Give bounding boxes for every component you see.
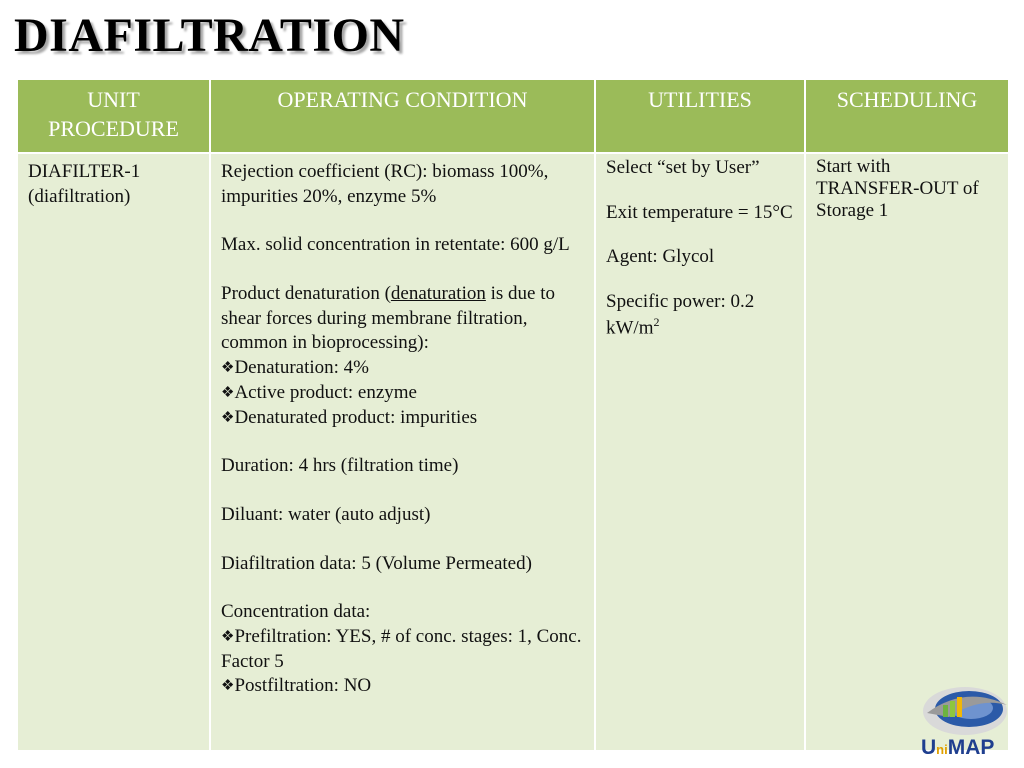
- logo-bar-icon: [943, 705, 948, 717]
- header-utilities: UTILITIES: [595, 79, 805, 153]
- product-denaturation-text: Product denaturation (denaturation is due to shear forces during membrane filtration, common in bioprocessing):: [221, 283, 556, 354]
- unit-type: (diafiltration): [28, 185, 131, 207]
- diluant: Diluant: water (auto adjust): [221, 503, 431, 525]
- unit-name: DIAFILTER-1: [28, 161, 141, 182]
- denaturated-product-bullet: ❖ Denaturated product: impurities: [221, 406, 584, 431]
- logo-bar-icon: [957, 697, 962, 717]
- product-denaturation-block: [221, 282, 584, 430]
- cell-scheduling: [805, 153, 1009, 751]
- duration: Duration: 4 hrs (filtration time): [221, 455, 459, 477]
- cell-operating-condition: [210, 153, 595, 751]
- cell-utilities: [595, 153, 805, 751]
- prefiltration-bullet: ❖ Prefiltration: YES, # of conc. stages: 1, Conc. Factor 5: [221, 625, 584, 674]
- postfiltration-bullet: ❖ Postfiltration: NO: [221, 674, 584, 699]
- cell-unit-procedure: [17, 153, 210, 751]
- exit-temperature: Exit temperature = 15°C: [606, 201, 793, 223]
- concentration-data-block: [221, 600, 584, 699]
- header-scheduling: SCHEDULING: [805, 79, 1009, 153]
- slide-title: DIAFILTRATION: [14, 9, 405, 62]
- logo-text: UniMAP: [921, 736, 995, 759]
- denaturation-link[interactable]: denaturation: [390, 283, 486, 305]
- scheduling-text: Start with TRANSFER-OUT of Storage 1: [816, 156, 979, 221]
- concentration-heading: Concentration data:: [221, 601, 371, 623]
- header-unit-procedure: UNIT PROCEDURE: [17, 79, 210, 153]
- rejection-coefficient: Rejection coefficient (RC): biomass 100%, impurities 20%, enzyme 5%: [221, 161, 549, 207]
- active-product-bullet: ❖ Active product: enzyme: [221, 381, 584, 406]
- table-row: [17, 153, 1009, 751]
- denaturation-bullet: ❖ Denaturation: 4%: [221, 356, 584, 381]
- table-header-row: [17, 79, 1009, 153]
- select-set-by-user: Select “set by User”: [606, 157, 760, 178]
- logo-bar-icon: [950, 701, 955, 717]
- specific-power: Specific power: 0.2 $kW/m^2$: [606, 291, 755, 339]
- header-operating-condition: OPERATING CONDITION: [210, 79, 595, 153]
- agent: Agent: Glycol: [606, 246, 715, 268]
- max-solid-concentration: Max. solid concentration in retentate: 600 g/L: [221, 234, 570, 256]
- diafiltration-data: Diafiltration data: 5 (Volume Permeated): [221, 552, 532, 574]
- diafiltration-table: [16, 78, 1010, 752]
